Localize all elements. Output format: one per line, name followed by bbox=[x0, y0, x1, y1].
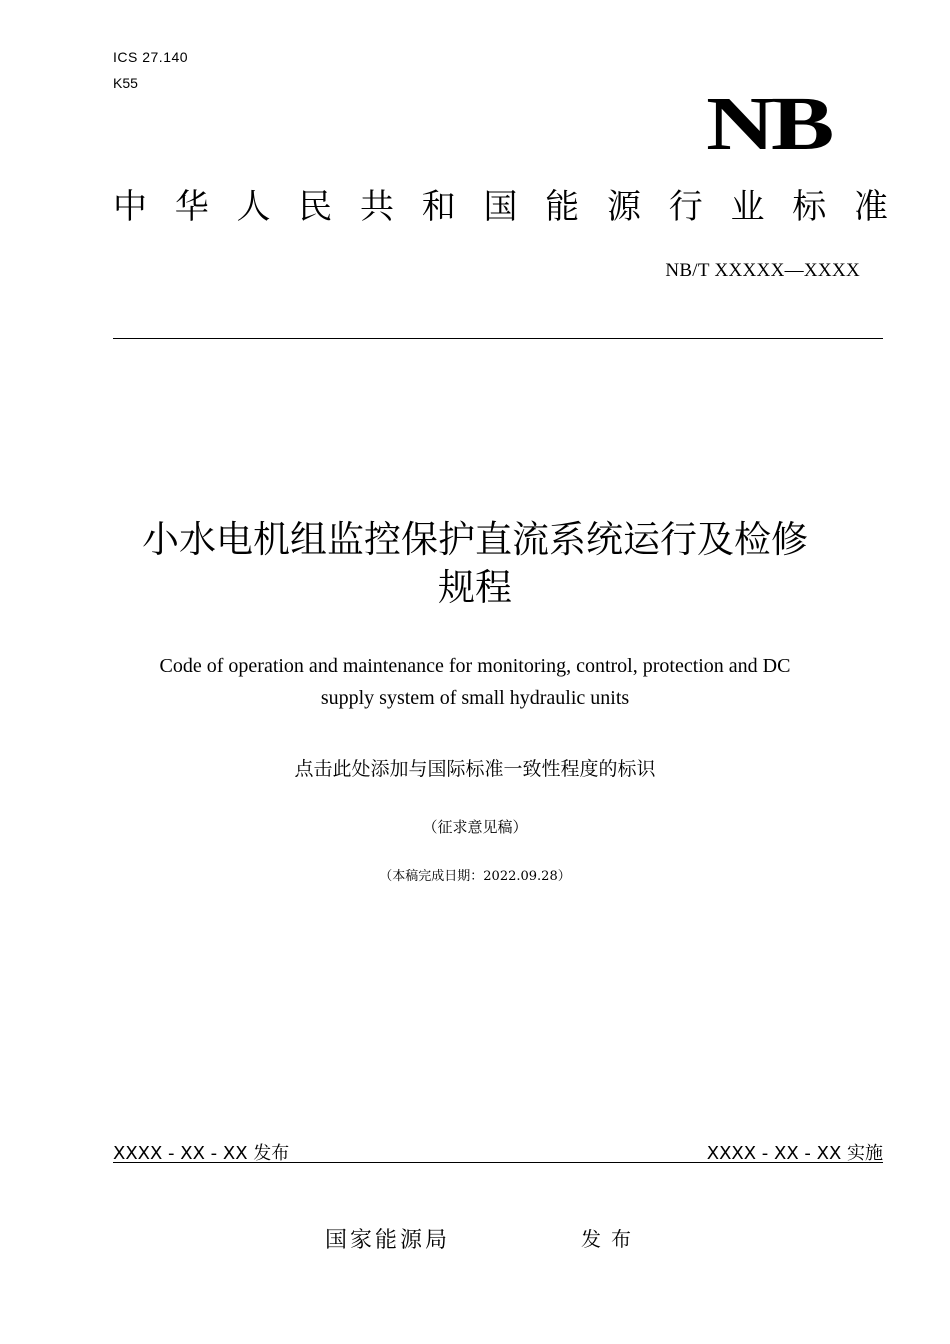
completion-date: （本稿完成日期：2022.09.28） bbox=[379, 869, 571, 884]
standard-category-char: 国 bbox=[483, 187, 518, 227]
standard-category-char: 中 bbox=[113, 187, 147, 227]
standard-category-char: 人 bbox=[236, 187, 271, 227]
english-title-line-1: Code of operation and maintenance for monitoring, control, protection and DC bbox=[159, 655, 791, 677]
english-title bbox=[100, 650, 850, 714]
standard-number: NB/T XXXXX—XXXX bbox=[665, 260, 860, 281]
standard-category-char: 标 bbox=[792, 187, 827, 227]
chinese-title-line-1: 小水电机组监控保护直流系统运行及检修 bbox=[142, 518, 808, 561]
standard-category-char: 准 bbox=[854, 187, 888, 227]
standard-category-char: 业 bbox=[730, 187, 765, 227]
standard-category-char: 共 bbox=[360, 187, 394, 227]
standard-category-char: 源 bbox=[607, 187, 641, 227]
header-divider bbox=[113, 338, 883, 339]
draft-status: （征求意见稿） bbox=[422, 818, 528, 836]
issue-label: 发布 bbox=[581, 1227, 641, 1251]
ccs-code: K55 bbox=[113, 75, 138, 91]
english-title-line-2: supply system of small hydraulic units bbox=[320, 687, 630, 709]
standard-category-char: 能 bbox=[545, 187, 580, 227]
standard-category-char: 民 bbox=[298, 187, 333, 227]
standard-category-char: 和 bbox=[421, 187, 456, 227]
footer-divider bbox=[113, 1162, 883, 1163]
standard-category-char: 行 bbox=[668, 187, 703, 227]
ics-code: ICS 27.140 bbox=[113, 49, 189, 65]
chinese-title bbox=[60, 516, 890, 612]
standard-category-char: 华 bbox=[174, 187, 209, 227]
publish-date: XXXX - XX - XX 发布 bbox=[113, 1143, 290, 1164]
standard-category bbox=[113, 185, 888, 229]
consistency-placeholder[interactable]: 点击此处添加与国际标准一致性程度的标识 bbox=[294, 758, 656, 780]
implement-date: XXXX - XX - XX 实施 bbox=[706, 1143, 883, 1164]
chinese-title-line-2: 规程 bbox=[438, 566, 512, 609]
issuing-authority: 国家能源局 bbox=[325, 1228, 451, 1253]
nb-logo: NB bbox=[706, 82, 831, 166]
